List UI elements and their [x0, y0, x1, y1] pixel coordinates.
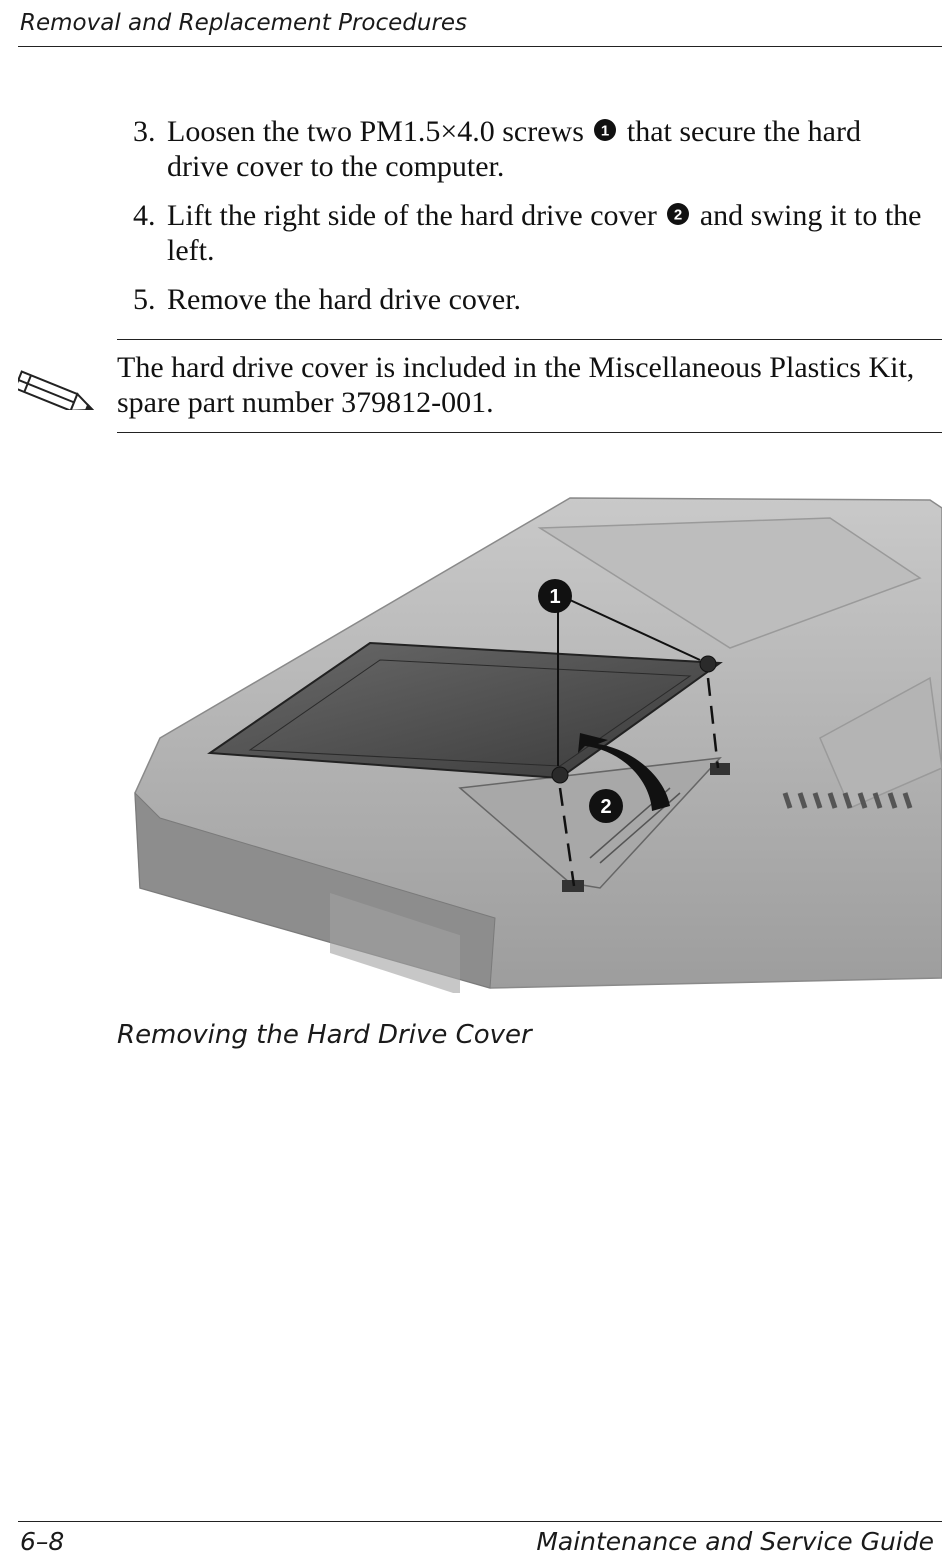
note-text: The hard drive cover is included in the Miscellaneous Plastics Kit, spare part number 379812-001. — [117, 351, 915, 419]
callout-1-icon — [538, 579, 572, 613]
step-text-after: that secure the hard drive cover to the computer. — [167, 115, 861, 183]
step-number: 5. — [133, 283, 156, 316]
step-3 — [133, 114, 923, 184]
step-text — [167, 198, 923, 268]
svg-text:1: 1 — [601, 122, 610, 140]
step-text: Remove the hard drive cover. — [167, 283, 522, 316]
step-text-before: Lift the right side of the hard drive cover — [167, 199, 657, 232]
callout-2-icon — [666, 202, 690, 226]
hard-drive-cover-illustration — [130, 488, 942, 993]
page-number: 6–8 — [20, 1527, 65, 1556]
svg-text:1: 1 — [549, 586, 561, 608]
running-header: Removal and Replacement Procedures — [20, 10, 468, 36]
screw-1 — [700, 656, 716, 672]
screw-2 — [552, 767, 568, 783]
figure-caption: Removing the Hard Drive Cover — [117, 1020, 532, 1050]
footer-title: Maintenance and Service Guide — [536, 1527, 934, 1556]
step-text-after: and swing it to the left. — [167, 199, 922, 267]
step-text-before: Loosen the two PM1.5×4.0 screws — [167, 115, 584, 148]
pencil-note-icon — [18, 358, 106, 410]
note-bottom-divider — [117, 432, 942, 433]
step-4 — [133, 198, 923, 268]
footer-divider — [18, 1521, 942, 1522]
screw-hole-right — [710, 763, 730, 775]
procedure-steps — [133, 114, 923, 331]
header-divider — [18, 46, 942, 47]
svg-text:2: 2 — [674, 206, 683, 224]
step-text — [167, 114, 923, 184]
step-number: 3. — [133, 115, 156, 148]
step-number: 4. — [133, 199, 156, 232]
note-top-divider — [117, 339, 942, 340]
callout-1-icon — [593, 118, 617, 142]
svg-text:2: 2 — [600, 796, 612, 818]
step-5 — [133, 282, 923, 317]
callout-2-icon — [589, 789, 623, 823]
